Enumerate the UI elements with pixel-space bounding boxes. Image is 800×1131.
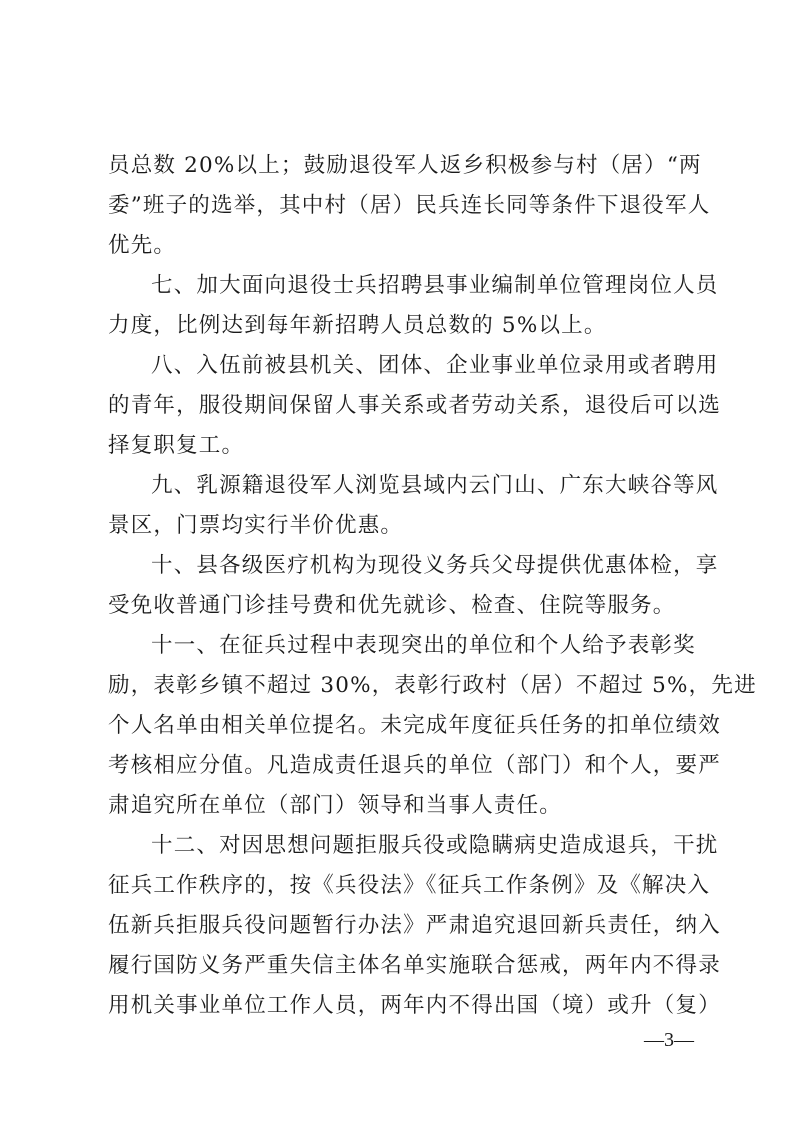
paragraph-9-line: 九、乳源籍退役军人浏览县域内云门山、广东大峡谷等风	[151, 473, 719, 498]
text-line: 员总数 20%以上；鼓励退役军人返乡积极参与村（居）“两	[108, 153, 702, 178]
text-line: 委”班子的选举，其中村（居）民兵连长同等条件下退役军人	[108, 193, 711, 218]
text-line: 力度，比例达到每年新招聘人员总数的 5%以上。	[108, 313, 607, 338]
text-line: 征兵工作秩序的，按《兵役法》《征兵工作条例》及《解决入	[108, 873, 711, 898]
text-line: 景区，门票均实行半价优惠。	[108, 513, 404, 538]
text-line: 伍新兵拒服兵役问题暂行办法》严肃追究退回新兵责任，纳入	[108, 913, 721, 938]
text-line: 择复职复工。	[108, 433, 245, 458]
paragraph-7-line: 七、加大面向退役士兵招聘县事业编制单位管理岗位人员	[151, 273, 719, 298]
text-line: 励，表彰乡镇不超过 30%，表彰行政村（居）不超过 5%，先进	[108, 673, 757, 698]
text-line: 的青年，服役期间保留人事关系或者劳动关系，退役后可以选	[108, 393, 721, 418]
page-number: —3—	[644, 1029, 694, 1051]
paragraph-11-line: 十一、在征兵过程中表现突出的单位和个人给予表彰奖	[151, 633, 696, 658]
text-line: 履行国防义务严重失信主体名单实施联合惩戒，两年内不得录	[108, 953, 721, 978]
text-line: 受免收普通门诊挂号费和优先就诊、检查、住院等服务。	[108, 593, 676, 618]
text-line: 肃追究所在单位（部门）领导和当事人责任。	[108, 793, 563, 818]
paragraph-12-line: 十二、对因思想问题拒服兵役或隐瞒病史造成退兵，干扰	[151, 833, 719, 858]
paragraph-10-line: 十、县各级医疗机构为现役义务兵父母提供优惠体检，享	[151, 553, 719, 578]
text-line: 用机关事业单位工作人员，两年内不得出国（境）或升（复）	[108, 993, 721, 1018]
paragraph-8-line: 八、入伍前被县机关、团体、企业事业单位录用或者聘用	[151, 353, 719, 378]
text-line: 优先。	[108, 233, 177, 258]
text-line: 考核相应分值。凡造成责任退兵的单位（部门）和个人，要严	[108, 753, 721, 778]
text-line: 个人名单由相关单位提名。未完成年度征兵任务的扣单位绩效	[108, 713, 721, 738]
